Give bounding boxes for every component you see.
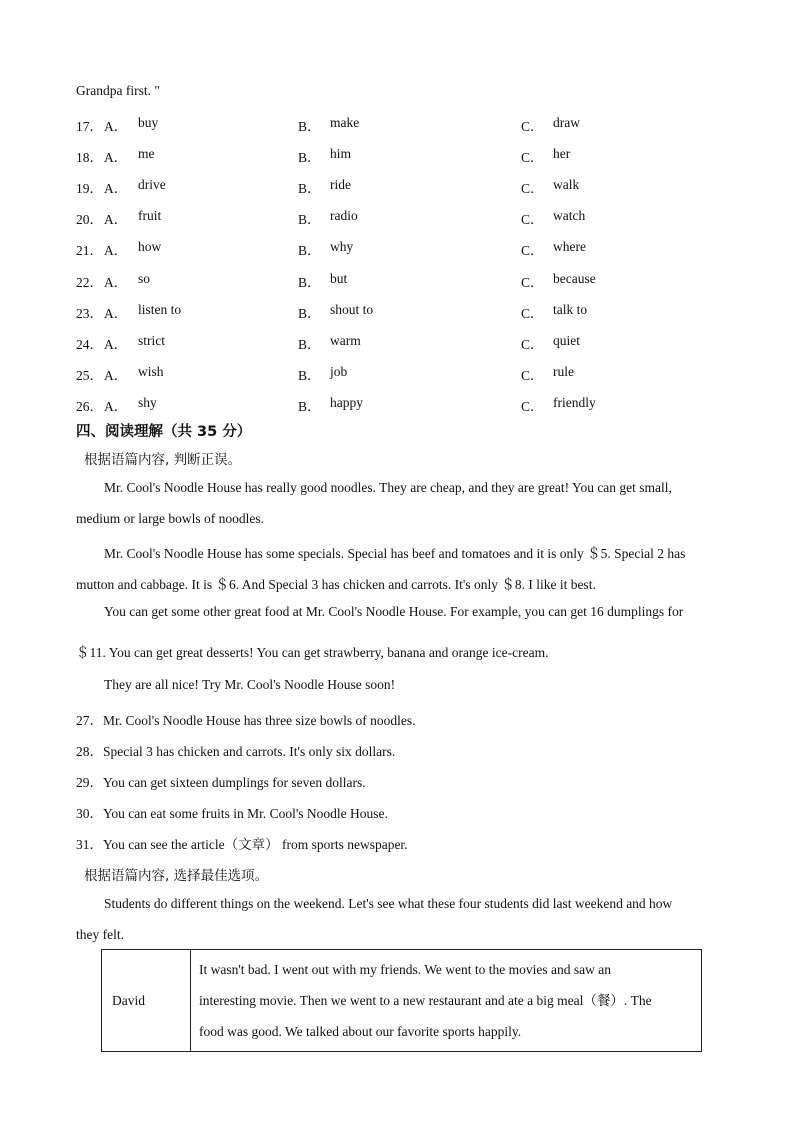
option-c: draw bbox=[553, 115, 580, 130]
passage-line: medium or large bowls of noodles. bbox=[76, 511, 264, 526]
option-row bbox=[76, 364, 756, 384]
option-a-label: A． bbox=[104, 212, 128, 227]
question-number: 20． bbox=[76, 212, 103, 227]
intro-tail: Grandpa first. " bbox=[76, 83, 160, 98]
question-number: 22． bbox=[76, 275, 103, 290]
option-row bbox=[76, 395, 756, 415]
option-b-label: B． bbox=[298, 150, 321, 165]
option-c-label: C． bbox=[521, 212, 544, 227]
passage-line: mutton and cabbage. It is ＄6. And Special 3 has chicken and carrots. It's only ＄8. I like it best. bbox=[76, 577, 596, 592]
option-a-label: A． bbox=[104, 150, 128, 165]
option-c: friendly bbox=[553, 395, 596, 410]
option-c: quiet bbox=[553, 333, 580, 348]
question-number: 23． bbox=[76, 306, 103, 321]
option-b-label: B． bbox=[298, 337, 321, 352]
option-c: because bbox=[553, 271, 596, 286]
option-row bbox=[76, 115, 756, 135]
passage-line: ＄11. You can get great desserts! You can get strawberry, banana and orange ice-cream. bbox=[76, 645, 549, 660]
description-line: interesting movie. Then we went to a new restaurant and ate a big meal（餐）. The bbox=[199, 993, 652, 1008]
option-a: wish bbox=[138, 364, 164, 379]
option-c-label: C． bbox=[521, 150, 544, 165]
option-a: strict bbox=[138, 333, 165, 348]
option-b-label: B． bbox=[298, 368, 321, 383]
option-row bbox=[76, 177, 756, 197]
option-b: why bbox=[330, 239, 354, 254]
option-c-label: C． bbox=[521, 337, 544, 352]
option-a-label: A． bbox=[104, 275, 128, 290]
option-row bbox=[76, 302, 756, 322]
option-a: how bbox=[138, 239, 162, 254]
statement: 28．Special 3 has chicken and carrots. It's only six dollars. bbox=[76, 744, 396, 759]
option-b: make bbox=[330, 115, 360, 130]
option-b: him bbox=[330, 146, 352, 161]
option-c-label: C． bbox=[521, 119, 544, 134]
option-row bbox=[76, 239, 756, 259]
question-number: 24． bbox=[76, 337, 103, 352]
option-row bbox=[76, 271, 756, 291]
option-a-label: A． bbox=[104, 119, 128, 134]
statement: 29．You can get sixteen dumplings for seven dollars. bbox=[76, 775, 366, 790]
option-c-label: C． bbox=[521, 275, 544, 290]
option-b-label: B． bbox=[298, 212, 321, 227]
question-number: 17． bbox=[76, 119, 103, 134]
option-b-label: B． bbox=[298, 243, 321, 258]
passage-line: You can get some other great food at Mr. Cool's Noodle House. For example, you can get 16 dumplings for bbox=[104, 604, 684, 619]
option-a: buy bbox=[138, 115, 159, 130]
option-a-label: A． bbox=[104, 337, 128, 352]
option-b-label: B． bbox=[298, 181, 321, 196]
question-number: 19． bbox=[76, 181, 103, 196]
option-a: me bbox=[138, 146, 155, 161]
instruction-true-false: 根据语篇内容, 判断正误。 bbox=[84, 452, 242, 468]
question-number: 18． bbox=[76, 150, 103, 165]
description-line: food was good. We talked about our favorite sports happily. bbox=[199, 1024, 522, 1039]
option-b-label: B． bbox=[298, 399, 321, 414]
option-row bbox=[76, 208, 756, 228]
statement: 27．Mr. Cool's Noodle House has three size bowls of noodles. bbox=[76, 713, 416, 728]
student-description bbox=[191, 950, 702, 1052]
option-c: watch bbox=[553, 208, 586, 223]
option-a: shy bbox=[138, 395, 157, 410]
question-number: 25． bbox=[76, 368, 103, 383]
option-c-label: C． bbox=[521, 181, 544, 196]
passage-line: They are all nice! Try Mr. Cool's Noodle House soon! bbox=[104, 677, 396, 692]
table-row bbox=[102, 950, 702, 1052]
option-c-label: C． bbox=[521, 306, 544, 321]
instruction-best-option: 根据语篇内容, 选择最佳选项。 bbox=[84, 868, 269, 884]
passage-line: Mr. Cool's Noodle House has really good noodles. They are cheap, and they are great! You can get small, bbox=[104, 480, 672, 495]
option-row bbox=[76, 146, 756, 166]
option-b-label: B． bbox=[298, 119, 321, 134]
option-b: job bbox=[330, 364, 348, 379]
option-b-label: B． bbox=[298, 306, 321, 321]
option-c: rule bbox=[553, 364, 574, 379]
option-a-label: A． bbox=[104, 399, 128, 414]
passage-line: Students do different things on the weekend. Let's see what these four students did last weekend and how bbox=[104, 896, 673, 911]
option-b: warm bbox=[330, 333, 361, 348]
section-title: 四、阅读理解（共 35 分） bbox=[76, 424, 252, 440]
option-c: talk to bbox=[553, 302, 588, 317]
description-line: It wasn't bad. I went out with my friends. We went to the movies and saw an bbox=[199, 962, 612, 977]
option-a-label: A． bbox=[104, 306, 128, 321]
option-row bbox=[76, 333, 756, 353]
option-a-label: A． bbox=[104, 368, 128, 383]
option-a: drive bbox=[138, 177, 166, 192]
option-b: happy bbox=[330, 395, 363, 410]
option-b: ride bbox=[330, 177, 351, 192]
statement: 31．You can see the article（文章） from sports newspaper. bbox=[76, 837, 408, 852]
option-a: fruit bbox=[138, 208, 162, 223]
student-name: David bbox=[102, 950, 191, 1052]
option-a-label: A． bbox=[104, 181, 128, 196]
option-b: radio bbox=[330, 208, 358, 223]
option-c-label: C． bbox=[521, 368, 544, 383]
option-c: her bbox=[553, 146, 571, 161]
option-c: where bbox=[553, 239, 586, 254]
question-number: 26． bbox=[76, 399, 103, 414]
option-b-label: B． bbox=[298, 275, 321, 290]
option-c-label: C． bbox=[521, 243, 544, 258]
option-a: listen to bbox=[138, 302, 182, 317]
statement: 30．You can eat some fruits in Mr. Cool's Noodle House. bbox=[76, 806, 388, 821]
option-c-label: C． bbox=[521, 399, 544, 414]
option-b: shout to bbox=[330, 302, 374, 317]
option-c: walk bbox=[553, 177, 580, 192]
question-number: 21． bbox=[76, 243, 103, 258]
option-a: so bbox=[138, 271, 151, 286]
passage-line: they felt. bbox=[76, 927, 124, 942]
option-b: but bbox=[330, 271, 348, 286]
passage-line: Mr. Cool's Noodle House has some specials. Special has beef and tomatoes and it is only ＄5. Special 2 has bbox=[104, 546, 686, 561]
student-table bbox=[101, 949, 702, 1052]
option-a-label: A． bbox=[104, 243, 128, 258]
